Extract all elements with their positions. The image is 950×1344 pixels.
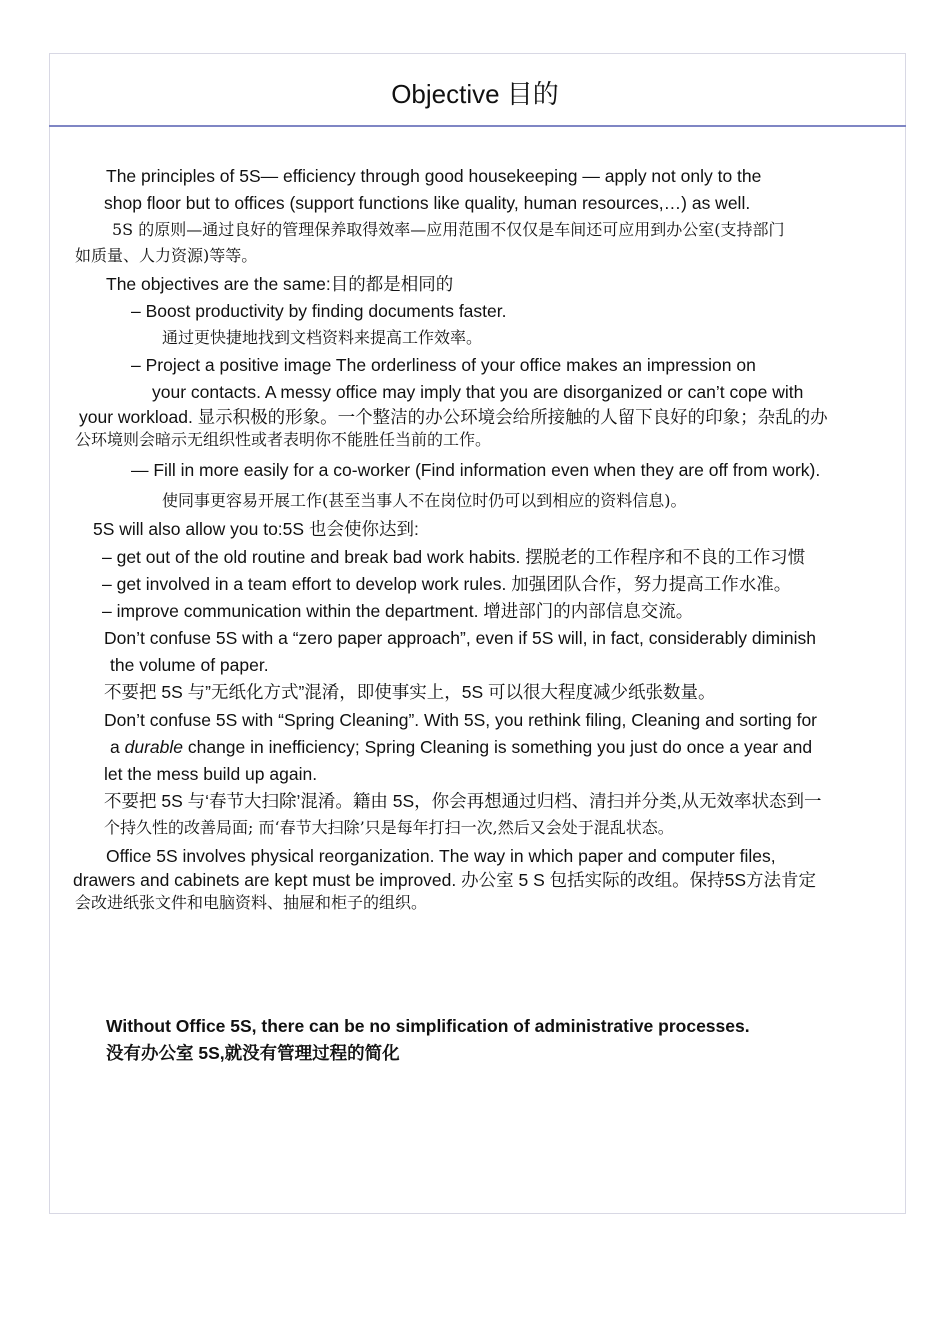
text-line: 使同事更容易开展工作(甚至当事人不在岗位时仍可以到相应的资料信息)。: [162, 491, 687, 510]
text-line: The objectives are the same:目的都是相同的: [106, 274, 454, 294]
text-line: your workload. 显示积极的形象。一个整洁的办公环境会给所接触的人留下良好的印象；杂乱的办: [79, 407, 828, 427]
text-fragment: change in inefficiency; Spring Cleaning is something you just do once a year and: [183, 737, 813, 757]
page-title: Objective 目的: [391, 79, 559, 109]
text-line: 不要把 5S 与”无纸化方式”混淆，即使事实上，5S 可以很大程度减少纸张数量。: [104, 682, 716, 702]
text-line: The principles of 5S— efficiency through good housekeeping — apply not only to the: [106, 166, 762, 186]
text-line: let the mess build up again.: [104, 764, 318, 784]
text-line: — Fill in more easily for a co-worker (Find information even when they are off from work).: [131, 460, 821, 480]
text-line: – Boost productivity by finding documents faster.: [131, 301, 507, 321]
text-line: 个持久性的改善局面; 而‘春节大扫除’只是每年打扫一次,然后又会处于混乱状态。: [104, 818, 674, 837]
text-line: your contacts. A messy office may imply that you are disorganized or can’t cope with: [152, 382, 804, 402]
emphasis-word: durable: [124, 737, 183, 757]
text-line: 如质量、人力资源)等等。: [75, 246, 258, 265]
closing-statement: Without Office 5S, there can be no simplification of administrative processes.: [106, 1016, 750, 1036]
text-line: 公环境则会暗示无组织性或者表明你不能胜任当前的工作。: [75, 430, 492, 449]
text-line: 通过更快捷地找到文档资料来提高工作效率。: [162, 328, 483, 347]
title-divider: [49, 125, 906, 127]
text-line: shop floor but to offices (support functions like quality, human resources,…) as well.: [104, 193, 751, 213]
text-line: Don’t confuse 5S with “Spring Cleaning”. With 5S, you rethink filing, Cleaning and sorting for: [104, 710, 818, 730]
text-line: Don’t confuse 5S with a “zero paper approach”, even if 5S will, in fact, considerably diminish: [104, 628, 817, 648]
text-line: – Project a positive image The orderliness of your office makes an impression on: [131, 355, 756, 375]
text-fragment: a: [110, 737, 125, 757]
closing-statement-cn: 没有办公室 5S,就没有管理过程的简化: [106, 1043, 400, 1063]
text-line: 5S will also allow you to:5S 也会使你达到:: [93, 519, 419, 539]
text-line: – improve communication within the department. 增进部门的内部信息交流。: [102, 601, 694, 621]
text-line: – get involved in a team effort to develop work rules. 加强团队合作，努力提高工作水准。: [102, 574, 792, 594]
text-line: – get out of the old routine and break bad work habits. 摆脱老的工作程序和不良的工作习惯: [102, 547, 806, 567]
text-line: the volume of paper.: [110, 655, 269, 675]
text-line: 不要把 5S 与‘春节大扫除’混淆。籍由 5S，你会再想通过归档、清扫并分类,从无效率状态到一: [104, 791, 822, 811]
text-line: 会改进纸张文件和电脑资料、抽屉和柜子的组织。: [75, 893, 428, 912]
text-line: Office 5S involves physical reorganization. The way in which paper and computer files,: [106, 846, 776, 866]
text-line: [110, 736, 812, 758]
text-line: drawers and cabinets are kept must be improved. 办公室 5 S 包括实际的改组。保持5S方法肯定: [73, 870, 817, 890]
text-line: 5S 的原则—通过良好的管理保养取得效率—应用范围不仅仅是车间还可应用到办公室(支持部门: [112, 220, 785, 239]
